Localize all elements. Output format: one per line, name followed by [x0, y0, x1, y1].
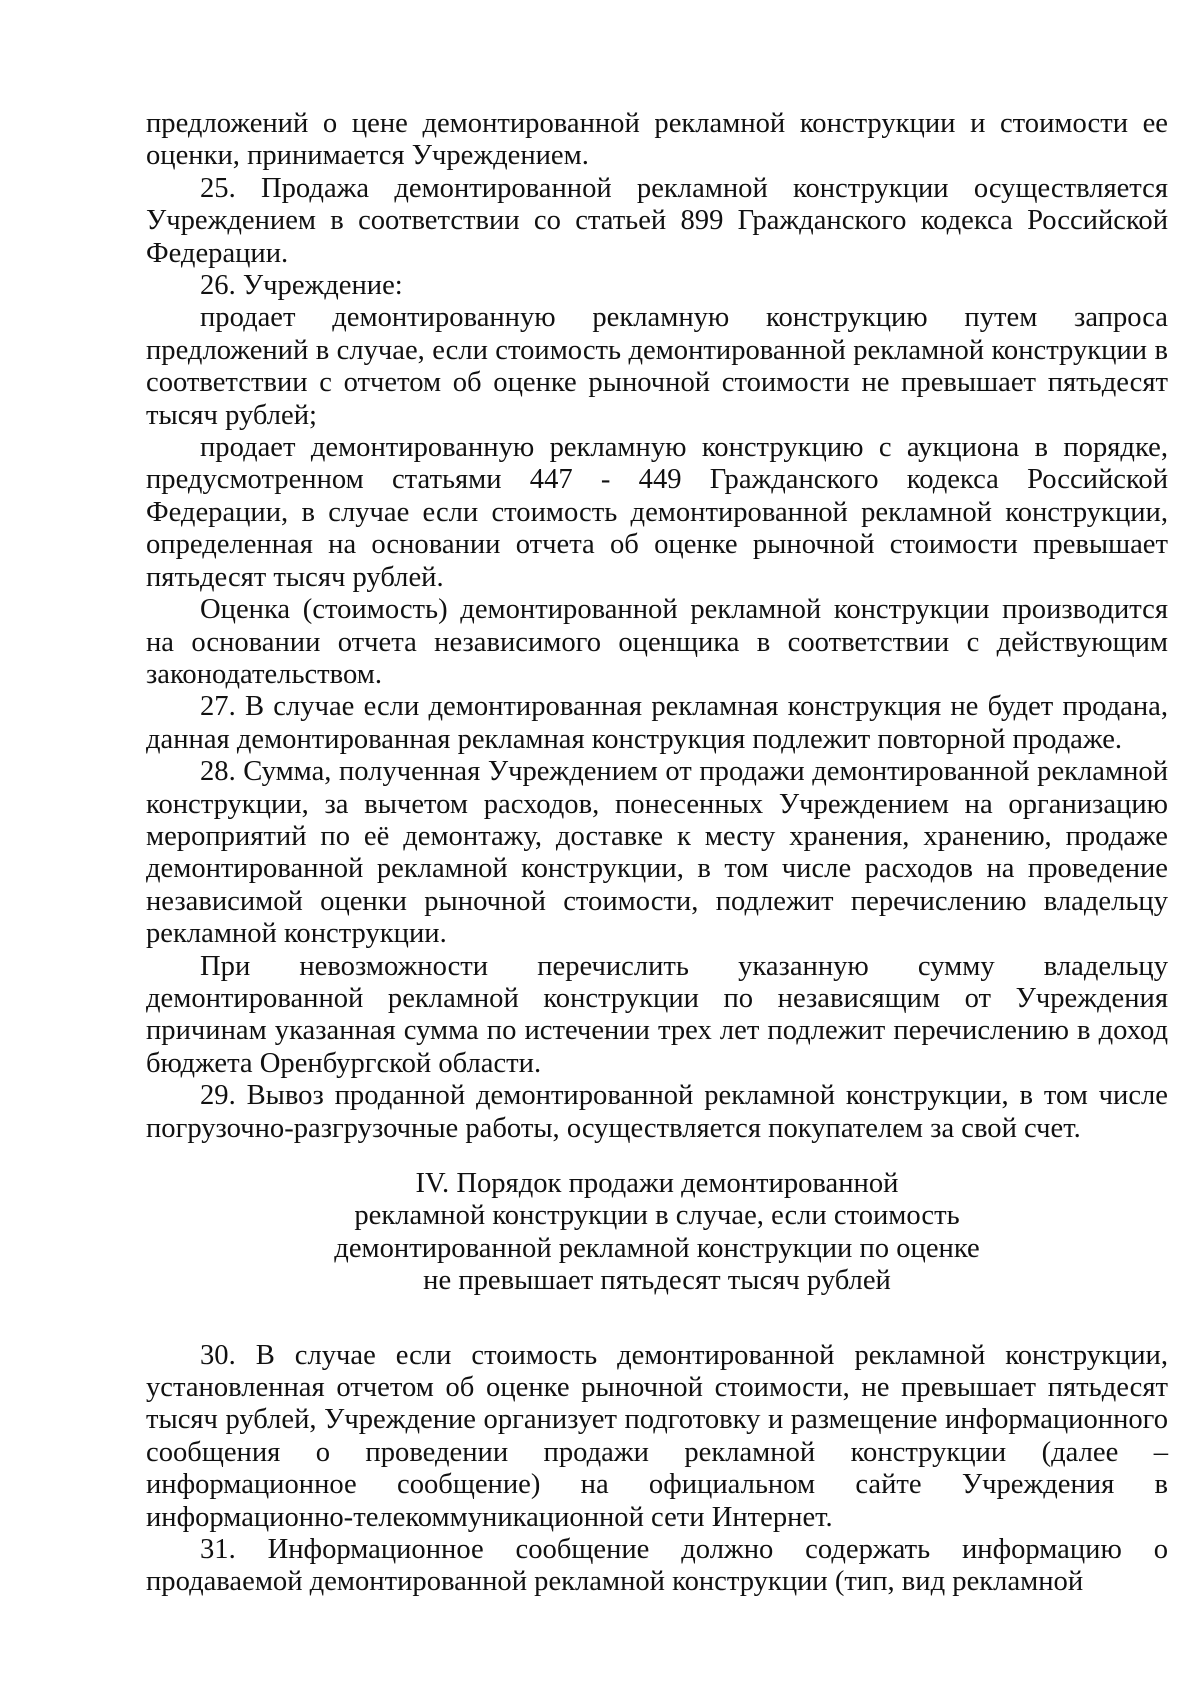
- paragraph-26-item-b: продает демонтированную рекламную конструкцию с аукциона в порядке, предусмотренном статьями 447 - 449 Гражданского кодекса Российской Федерации, в случае если стоимость демонтированной рекламной конструкции, определенная на основании отчета об оценке рыночной стоимости превышает пятьдесят тысяч рублей.: [146, 432, 1168, 593]
- paragraph-26-valuation: Оценка (стоимость) демонтированной рекламной конструкции производится на основании отчета независимого оценщика в соответствии с действующим законодательством.: [146, 594, 1168, 690]
- section-heading: [146, 1168, 1168, 1298]
- document-page: [146, 108, 1168, 1599]
- paragraph-25: 25. Продажа демонтированной рекламной конструкции осуществляется Учреждением в соответствии со статьей 899 Гражданского кодекса Российской Федерации.: [146, 172, 1168, 269]
- section-heading-line-3: демонтированной рекламной конструкции по оценке: [334, 1232, 980, 1264]
- section-heading-line-1: IV. Порядок продажи демонтированной: [415, 1168, 899, 1199]
- paragraph-27: 27. В случае если демонтированная рекламная конструкция не будет продана, данная демонтированная рекламная конструкция подлежит повторной продаже.: [146, 691, 1168, 755]
- paragraph-30: 30. В случае если стоимость демонтированной рекламной конструкции, установленная отчетом об оценке рыночной стоимости, не превышает пятьдесят тысяч рублей, Учреждение организует подготовку и размещение информационного сообщения о проведении продажи рекламной конструкции (далее – информационное сообщение) на официальном сайте Учреждения в информационно-телекоммуникационной сети Интернет.: [146, 1339, 1168, 1533]
- section-heading-line-2: рекламной конструкции в случае, если стоимость: [354, 1200, 960, 1232]
- paragraph-28: 28. Сумма, полученная Учреждением от продажи демонтированной рекламной конструкции, за вычетом расходов, понесенных Учреждением на организацию мероприятий по её демонтажу, доставке к месту хранения, хранению, продаже демонтированной рекламной конструкции, в том числе расходов на проведение независимой оценки рыночной стоимости, подлежит перечислению владельцу рекламной конструкции.: [146, 756, 1168, 950]
- section-heading-line-4: не превышает пятьдесят тысяч рублей: [423, 1265, 891, 1297]
- paragraph-31: 31. Информационное сообщение должно содержать информацию о продаваемой демонтированной рекламной конструкции (тип, вид рекламной: [146, 1534, 1168, 1598]
- paragraph-26-item-a: продает демонтированную рекламную конструкцию путем запроса предложений в случае, если стоимость демонтированной рекламной конструкции в соответствии с отчетом об оценке рыночной стоимости не превышает пятьдесят тысяч рублей;: [146, 302, 1168, 431]
- paragraph-28-transfer: При невозможности перечислить указанную сумму владельцу демонтированной рекламной конструкции по независящим от Учреждения причинам указанная сумма по истечении трех лет подлежит перечислению в доход бюджета Оренбургской области.: [146, 950, 1168, 1079]
- paragraph-continuation: предложений о цене демонтированной рекламной конструкции и стоимости ее оценки, принимается Учреждением.: [146, 108, 1168, 172]
- paragraph-26: 26. Учреждение:: [200, 270, 403, 302]
- paragraph-29: 29. Вывоз проданной демонтированной рекламной конструкции, в том числе погрузочно-разгрузочные работы, осуществляется покупателем за свой счет.: [146, 1080, 1168, 1144]
